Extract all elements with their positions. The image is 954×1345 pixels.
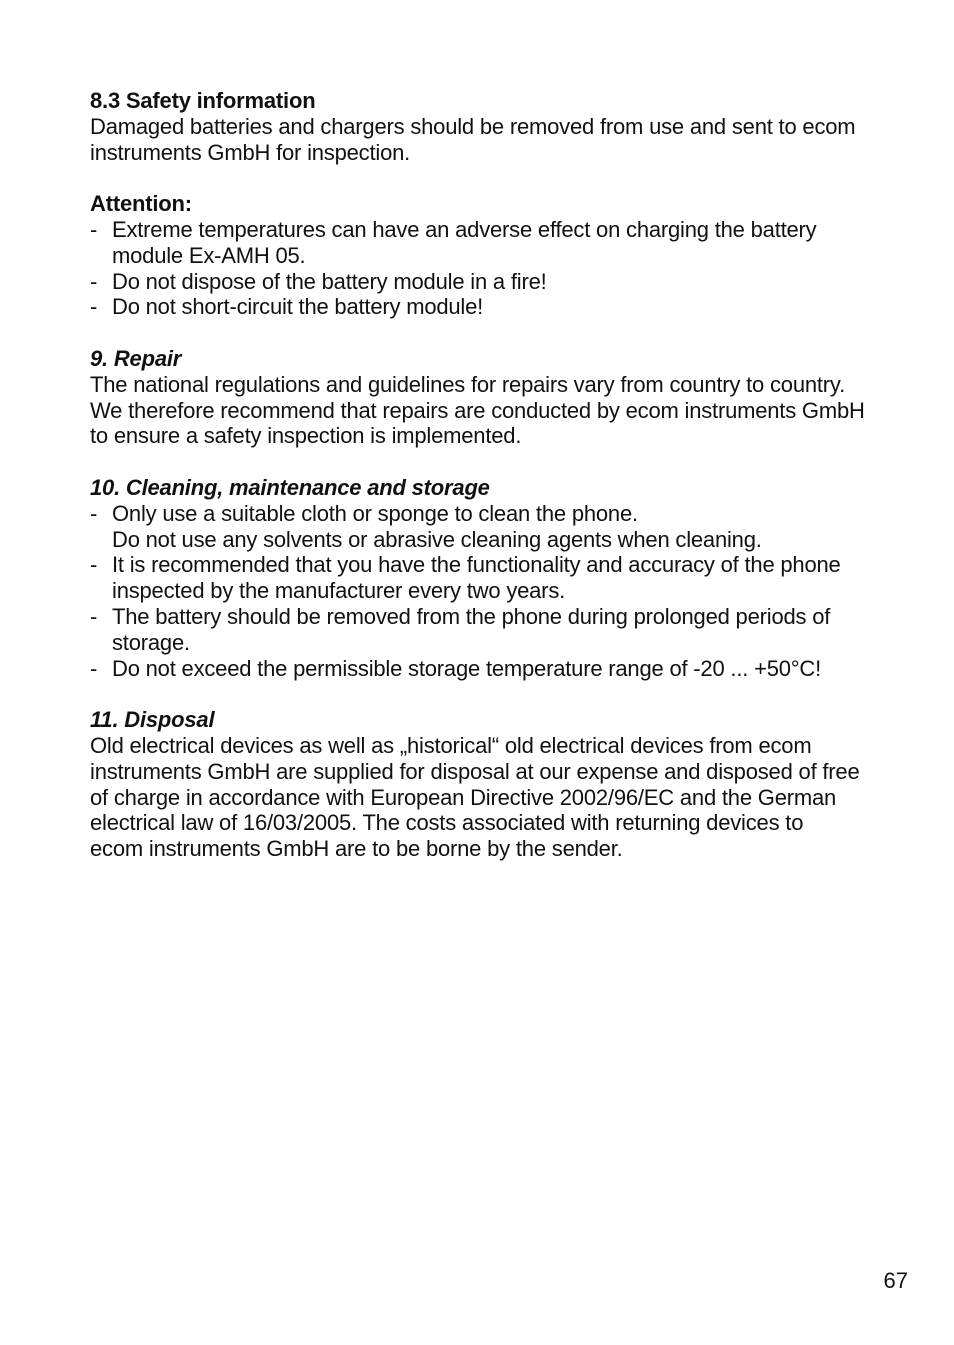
- text-line: Extreme temperatures can have an adverse effect on charging the battery: [112, 216, 817, 242]
- list-item: [90, 501, 910, 553]
- attention-label: Attention:: [90, 191, 192, 217]
- text-line: ecom instruments GmbH are to be borne by the sender.: [90, 836, 623, 862]
- section-heading-cleaning: 10. Cleaning, maintenance and storage: [90, 474, 490, 500]
- dash-bullet: -: [90, 216, 98, 242]
- section-disposal: [90, 707, 910, 862]
- text-line: of charge in accordance with European Directive 2002/96/EC and the German: [90, 784, 837, 810]
- dash-bullet: -: [90, 655, 98, 681]
- text-line: Do not dispose of the battery module in a fire!: [112, 268, 547, 294]
- section-repair: [90, 346, 910, 449]
- safety-paragraph: [90, 114, 910, 166]
- list-item: [90, 552, 910, 604]
- text-line: Old electrical devices as well as „historical“ old electrical devices from ecom: [90, 732, 812, 758]
- text-line: The national regulations and guidelines for repairs vary from country to country.: [90, 371, 846, 397]
- dash-bullet: -: [90, 294, 98, 320]
- text-line: module Ex-AMH 05.: [112, 242, 306, 268]
- section-cleaning: [90, 475, 910, 681]
- dash-bullet: -: [90, 552, 98, 578]
- text-line: The battery should be removed from the phone during prolonged periods of: [112, 603, 831, 629]
- page-number: 67: [883, 1268, 908, 1293]
- text-line: to ensure a safety inspection is implemented.: [90, 423, 522, 449]
- dash-bullet: -: [90, 268, 98, 294]
- attention-list: [90, 217, 910, 320]
- text-line: inspected by the manufacturer every two years.: [112, 578, 566, 604]
- section-heading-safety: 8.3 Safety information: [90, 88, 316, 113]
- text-line: Only use a suitable cloth or sponge to clean the phone.: [112, 500, 638, 526]
- text-line: Do not short-circuit the battery module!: [112, 294, 484, 320]
- text-line: instruments GmbH are supplied for disposal at our expense and disposed of free: [90, 758, 860, 784]
- document-page: [90, 88, 910, 888]
- list-item: [90, 604, 910, 656]
- section-heading-disposal: 11. Disposal: [90, 707, 215, 733]
- section-attention: [90, 191, 910, 320]
- text-line: It is recommended that you have the functionality and accuracy of the phone: [112, 552, 841, 578]
- list-item: [90, 294, 910, 320]
- repair-paragraph: [90, 372, 910, 449]
- list-item: [90, 656, 910, 682]
- disposal-paragraph: [90, 733, 910, 862]
- list-item: [90, 269, 910, 295]
- text-line: storage.: [112, 629, 190, 655]
- section-safety-information: [90, 88, 910, 165]
- dash-bullet: -: [90, 603, 98, 629]
- text-line: Do not use any solvents or abrasive cleaning agents when cleaning.: [112, 526, 762, 552]
- text-line: Damaged batteries and chargers should be removed from use and sent to ecom: [90, 113, 856, 139]
- section-heading-repair: 9. Repair: [90, 345, 182, 371]
- dash-bullet: -: [90, 500, 98, 526]
- cleaning-list: [90, 501, 910, 682]
- list-item: [90, 217, 910, 269]
- text-line: electrical law of 16/03/2005. The costs associated with returning devices to: [90, 810, 804, 836]
- text-line: instruments GmbH for inspection.: [90, 139, 411, 165]
- text-line: We therefore recommend that repairs are conducted by ecom instruments GmbH: [90, 397, 865, 423]
- text-line: Do not exceed the permissible storage temperature range of -20 ... +50°C!: [112, 655, 821, 681]
